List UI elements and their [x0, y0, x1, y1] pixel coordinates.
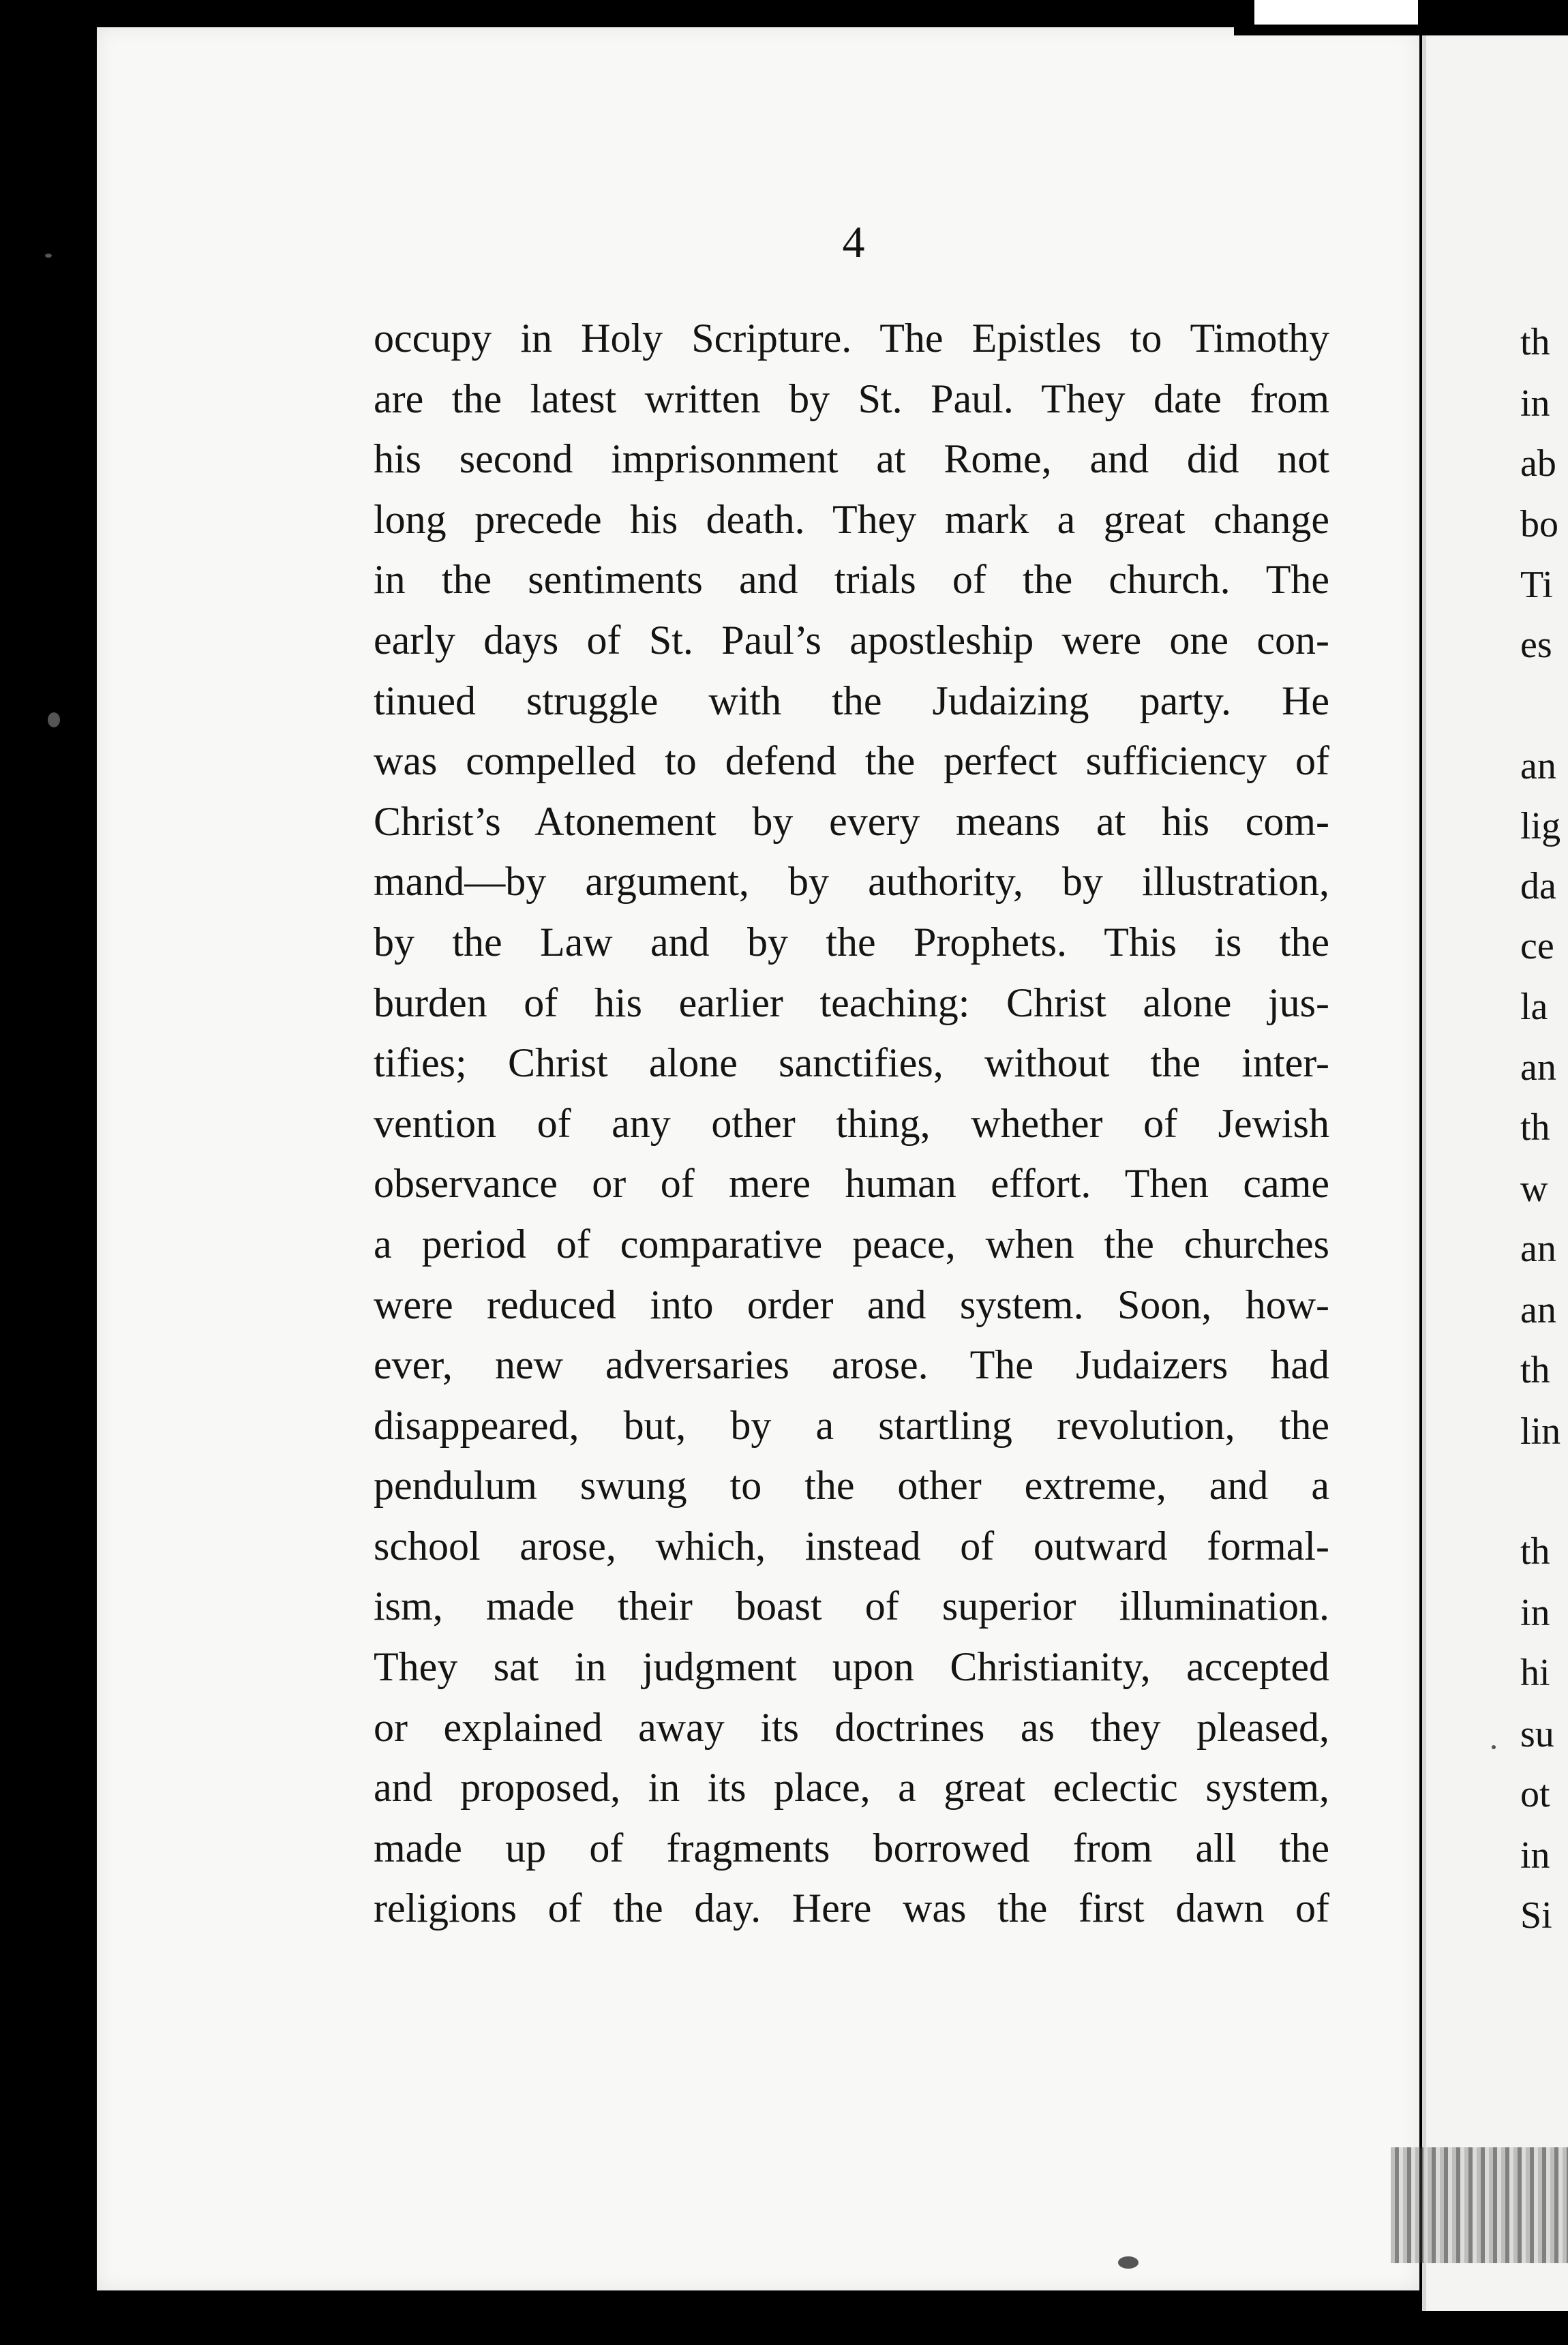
fragment: in — [1520, 1834, 1550, 1877]
text-line: burden of his earlier teaching: Christ alone jus- — [374, 980, 1329, 1025]
fragment: ce — [1520, 925, 1554, 967]
fragment: lin — [1520, 1410, 1561, 1453]
dust-speck — [45, 254, 52, 258]
text-line: or explained away its doctrines as they pleased, — [374, 1704, 1329, 1750]
text-line: occupy in Holy Scripture. The Epistles to Timothy — [374, 316, 1329, 361]
fragment: da — [1520, 865, 1556, 907]
fragment: la — [1520, 986, 1548, 1028]
text-line: long precede his death. They mark a great change — [374, 496, 1329, 542]
text-line: was compelled to defend the perfect sufficiency of — [374, 738, 1329, 784]
fragment: th — [1520, 321, 1550, 363]
fragment: an — [1520, 1289, 1556, 1331]
text-line: mand—by argument, by authority, by illustration, — [374, 859, 1329, 905]
dust-speck — [48, 712, 60, 727]
fragment: an — [1520, 745, 1556, 787]
text-line: observance or of mere human effort. Then came — [374, 1161, 1329, 1207]
text-line: They sat in judgment upon Christianity, accepted — [374, 1644, 1329, 1690]
fragment: Ti — [1520, 564, 1553, 606]
text-line: tinued struggle with the Judaizing party. He — [374, 678, 1329, 723]
text-line: were reduced into order and system. Soon, how- — [374, 1282, 1329, 1327]
page-number: 4 — [842, 217, 865, 267]
fragment: Si — [1520, 1894, 1552, 1937]
fragment: th — [1520, 1106, 1550, 1149]
text-line: pendulum swung to the other extreme, and a — [374, 1463, 1329, 1509]
fragment: ab — [1520, 442, 1556, 485]
text-line: school arose, which, instead of outward formal- — [374, 1523, 1329, 1569]
scan-corner-patch — [1254, 0, 1418, 25]
fragment: ot — [1520, 1773, 1550, 1815]
fragment: w — [1520, 1168, 1548, 1210]
text-line: by the Law and by the Prophets. This is the — [374, 919, 1329, 965]
text-line: tifies; Christ alone sanctifies, without the inter- — [374, 1040, 1329, 1086]
text-line: disappeared, but, by a startling revolution, the — [374, 1402, 1329, 1448]
fragment: th — [1520, 1530, 1550, 1573]
fragment: hi — [1520, 1652, 1550, 1694]
dust-speck — [1118, 2256, 1139, 2269]
fragment: in — [1520, 1592, 1550, 1634]
text-line: and proposed, in its place, a great eclectic system, — [374, 1765, 1329, 1811]
adjacent-page-edge — [1422, 20, 1568, 2311]
text-line: in the sentiments and trials of the church. The — [374, 557, 1329, 603]
fragment: an — [1520, 1046, 1556, 1089]
fragment: an — [1520, 1228, 1556, 1270]
fragment: th — [1520, 1349, 1550, 1391]
text-line: his second imprisonment at Rome, and did not — [374, 436, 1329, 482]
text-line: are the latest written by St. Paul. They date from — [374, 376, 1329, 421]
fragment: su — [1520, 1713, 1554, 1755]
dust-speck — [1492, 1745, 1496, 1749]
text-line: Christ’s Atonement by every means at his com- — [374, 798, 1329, 844]
text-line: made up of fragments borrowed from all the — [374, 1825, 1329, 1871]
fragment: lig — [1520, 805, 1561, 847]
fragment: in — [1520, 382, 1550, 425]
binding-strip — [1391, 2147, 1568, 2263]
fragment: es — [1520, 624, 1552, 666]
fragment: bo — [1520, 503, 1558, 545]
text-line: religions of the day. Here was the first dawn of — [374, 1886, 1329, 1931]
scan-corner-dark — [1234, 0, 1568, 35]
text-line: vention of any other thing, whether of Jewish — [374, 1100, 1329, 1146]
page-body-text — [374, 308, 1329, 1939]
text-line: early days of St. Paul’s apostleship were one con- — [374, 617, 1329, 663]
text-line: ever, new adversaries arose. The Judaizers had — [374, 1342, 1329, 1388]
text-line: a period of comparative peace, when the churches — [374, 1221, 1329, 1267]
text-line: ism, made their boast of superior illumination. — [374, 1584, 1329, 1629]
